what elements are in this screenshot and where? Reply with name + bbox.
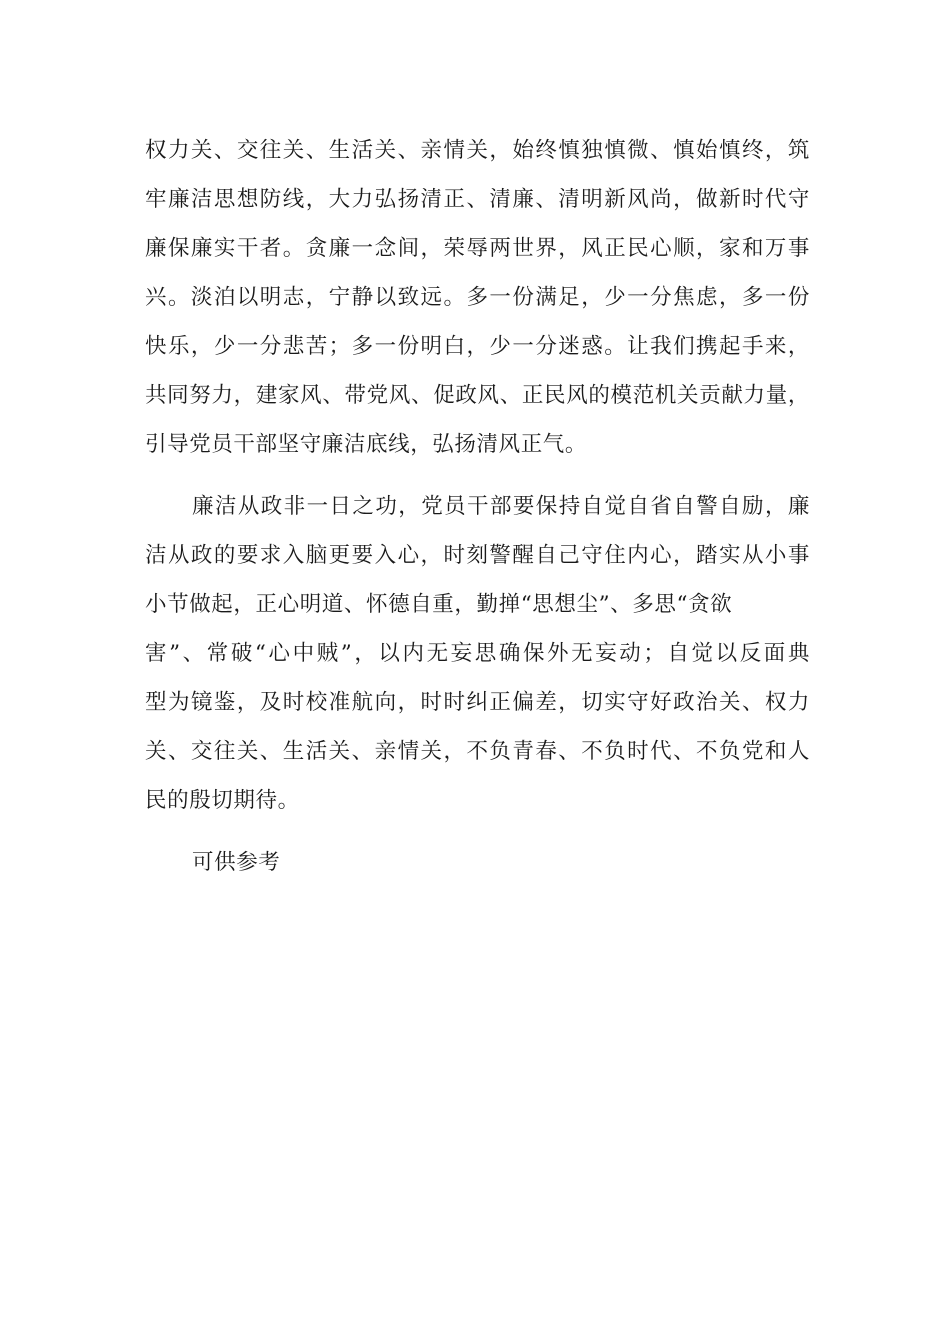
paragraph-line: 引导党员干部坚守廉洁底线，弘扬清风正气。 bbox=[145, 432, 588, 457]
paragraph-line: 权力关、交往关、生活关、亲情关，始终慎独慎微、慎始慎终，筑 bbox=[145, 138, 810, 163]
paragraph-line: 洁从政的要求入脑更要入心，时刻警醒自己守住内心，踏实从小事 bbox=[145, 543, 810, 568]
closing-text: 可供参考 bbox=[192, 850, 281, 875]
paragraph-line: 害”、常破“心中贼”，以内无妄思确保外无妄动；自觉以反面典 bbox=[145, 641, 810, 666]
paragraph-line: 关、交往关、生活关、亲情关，不负青春、不负时代、不负党和人 bbox=[145, 739, 810, 764]
paragraph-line: 小节做起，正心明道、怀德自重，勤掸“思想尘”、多思“贪欲 bbox=[145, 592, 733, 617]
paragraph-line: 型为镜鉴，及时校准航向，时时纠正偏差，切实守好政治关、权力 bbox=[145, 690, 810, 715]
paragraph-line: 廉保廉实干者。贪廉一念间，荣辱两世界，风正民心顺，家和万事 bbox=[145, 236, 810, 261]
paragraph-line: 廉洁从政非一日之功，党员干部要保持自觉自省自警自励，廉 bbox=[192, 494, 810, 519]
paragraph-line: 牢廉洁思想防线，大力弘扬清正、清廉、清明新风尚，做新时代守 bbox=[145, 187, 810, 212]
paragraph-line: 共同努力，建家风、带党风、促政风、正民风的模范机关贡献力量， bbox=[145, 383, 810, 408]
paragraph-line: 民的殷切期待。 bbox=[145, 788, 300, 813]
paragraph-line: 兴。淡泊以明志，宁静以致远。多一份满足，少一分焦虑，多一份 bbox=[145, 285, 810, 310]
paragraph-line: 快乐，少一分悲苦；多一份明白，少一分迷惑。让我们携起手来， bbox=[145, 334, 810, 359]
